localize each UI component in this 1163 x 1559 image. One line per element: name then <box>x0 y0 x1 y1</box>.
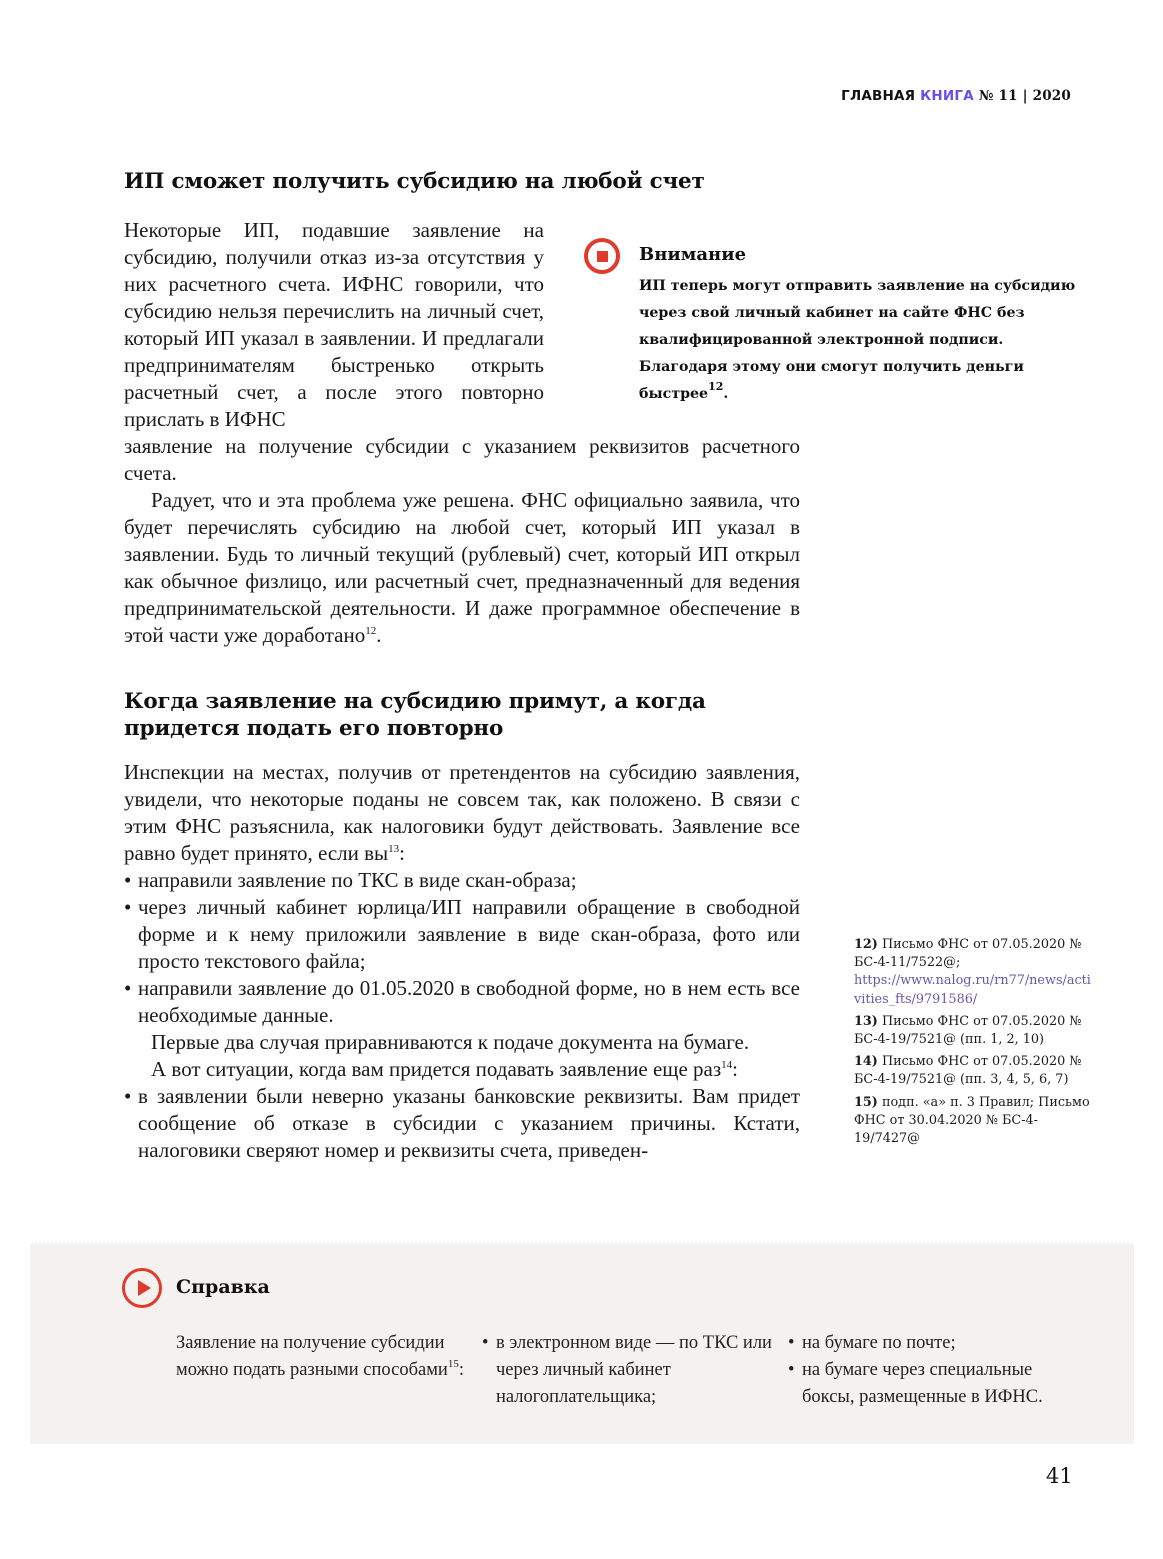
resubmit-list <box>124 1083 800 1164</box>
play-icon <box>122 1268 162 1308</box>
footnote-text: Письмо ФНС от 07.05.2020 № БС-4-11/7522@; <box>854 937 1082 971</box>
footnote-number: 14) <box>854 1054 878 1070</box>
footnote-text: Письмо ФНС от 07.05.2020 № БС-4-19/7521@ (пп. 1, 2, 10) <box>854 1013 1082 1048</box>
section2-para-paper: Первые два случая приравниваются к подаче документа на бумаге. <box>151 1030 750 1054</box>
footnote-number: 13) <box>854 1013 878 1029</box>
footnote-ref[interactable]: 15 <box>447 1358 459 1370</box>
reference-intro-text: Заявление на получение субсидии можно подать разными способами <box>176 1333 448 1380</box>
section2-intro: Инспекции на местах, получив от претендентов на субсидию заявления, увидели, что некоторые поданы не совсем так, как положено. В связи с этим ФНС разъяснила, как налоговики будут действовать. Заявление все равно будет принято, если $вы^{13}$: <box>124 760 800 865</box>
list-item: • на бумаге по почте; <box>788 1330 1088 1357</box>
footnote-ref[interactable]: 14 <box>721 1059 733 1071</box>
page-number: 41 <box>1046 1464 1073 1488</box>
footnotes <box>854 936 1094 1152</box>
section1-para2: Радует, что и эта проблема уже решена. ФНС официально заявила, что будет перечислять субсидию на любой счет, который ИП указал в заявлении. Будь то личный текущий (рублевый) счет, который ИП открыл как обычное физлицо, или расчетный счет, предназначенный для ведения предпринимательской деятельности. И даже программное обеспечение в этой части уже доработано$^{12}$. <box>124 488 800 647</box>
stop-icon <box>584 238 620 274</box>
accepted-list <box>124 867 800 1029</box>
section2-intro-text: Инспекции на местах, получив от претендентов на субсидию заявления, увидели, что некоторые поданы не совсем так, как положено. В связи с этим ФНС разъяснила, как налоговики будут действовать. Заявление все равно будет принято, если вы <box>124 760 800 865</box>
section2-body <box>124 759 800 1164</box>
reference-box <box>30 1242 1134 1444</box>
section1-para2-text: Радует, что и эта проблема уже решена. ФНС официально заявила, что будет перечислять субсидию на любой счет, который ИП указал в заявлении. Будь то личный текущий (рублевый) счет, который ИП открыл как обычное физлицо, или расчетный счет, предназначенный для ведения предпринимательской деятельности. И даже программное обеспечение в этой части уже доработано <box>124 488 800 647</box>
list-item: • направили заявление по ТКС в виде скан-образа; <box>124 867 800 894</box>
brand-part1: ГЛАВНАЯ <box>841 88 916 104</box>
reference-list-electronic <box>482 1330 772 1411</box>
attention-title: Внимание <box>639 244 747 265</box>
footnote-number: 12) <box>854 937 878 952</box>
list-item: • в электронном виде — по ТКС или через личный кабинет налогоплательщика; <box>482 1330 772 1411</box>
footnote <box>854 1053 1094 1089</box>
running-head <box>841 88 1071 104</box>
footnote-ref[interactable]: 12 <box>708 380 724 393</box>
reference-list-paper <box>788 1330 1088 1411</box>
section1-para1-text: Некоторые ИП, подавшие заявление на субсидию, получили отказ из-за отсутствия у них расчетного счета. ИФНС говорили, что субсидию нельзя перечислить на личный счет, который ИП указал в заявлении. И предлагали предпринимателям быстренько открыть расчетный счет, а после этого повторно прислать в ИФНС <box>124 218 544 431</box>
section2-heading-block <box>124 688 800 742</box>
reference-intro: Заявление на получение субсидии можно подать разными способами$^{15}$: <box>176 1333 464 1380</box>
footnote <box>854 936 1094 1009</box>
list-item: • направили заявление до 01.05.2020 в свободной форме, но в нем есть все необходимые данные. <box>124 975 800 1029</box>
section1-para1-narrow <box>124 217 544 433</box>
issue-number: № 11 | 2020 <box>978 88 1071 104</box>
list-item: • в заявлении были неверно указаны банковские реквизиты. Вам придет сообщение об отказе в субсидии с указанием причины. Кстати, налоговики сверяют номер и реквизиты счета, приведен- <box>124 1083 800 1164</box>
reference-title: Справка <box>176 1276 270 1298</box>
section1-continued <box>124 433 800 649</box>
footnote <box>854 1094 1094 1149</box>
section2-resubmit-text: А вот ситуации, когда вам придется подавать заявление еще раз <box>151 1057 722 1081</box>
footnote-link[interactable]: https://www.nalog.ru/rn77/news/activities_fts/9791586/ <box>854 973 1091 1007</box>
footnote-number: 15) <box>854 1094 878 1110</box>
attention-text: ИП теперь могут отправить заявление на субсидию через свой личный кабинет на сайте ФНС без квалифицированной электронной подписи. Благодаря этому они смогут получить деньги быстрее <box>639 278 1076 402</box>
list-item: • на бумаге через специальные боксы, размещенные в ИФНС. <box>788 1357 1088 1411</box>
footnote-text: подп. «а» п. 3 Правил; Письмо ФНС от 30.04.2020 № БС-4-19/7427@ <box>854 1094 1090 1147</box>
section1-para1-wide: заявление на получение субсидии с указанием реквизитов расчетного счета. <box>124 434 800 485</box>
footnote-text: Письмо ФНС от 07.05.2020 № БС-4-19/7521@ (пп. 3, 4, 5, 6, 7) <box>854 1054 1082 1088</box>
brand-part2: КНИГА <box>920 88 974 104</box>
footnote-ref[interactable]: 12 <box>365 625 377 637</box>
footnote <box>854 1013 1094 1049</box>
section1-heading: ИП сможет получить субсидию на любой счет <box>124 169 705 194</box>
footnote-ref[interactable]: 13 <box>388 843 400 855</box>
attention-body: ИП теперь могут отправить заявление на субсидию через свой личный кабинет на сайте ФНС без квалифицированной электронной подписи. Благодаря этому они смогут получить деньги быстрее$^{12}$. <box>639 278 1076 402</box>
list-item: • через личный кабинет юрлица/ИП направили обращение в свободной форме и к нему приложили заявление в виде скан-образа, фото или просто текстового файла; <box>124 894 800 975</box>
section2-para-resubmit: А вот ситуации, когда вам придется подавать заявление еще раз$^{14}$: <box>151 1057 739 1081</box>
section2-heading: Когда заявление на субсидию примут, а когда придется подать его повторно <box>124 689 706 741</box>
